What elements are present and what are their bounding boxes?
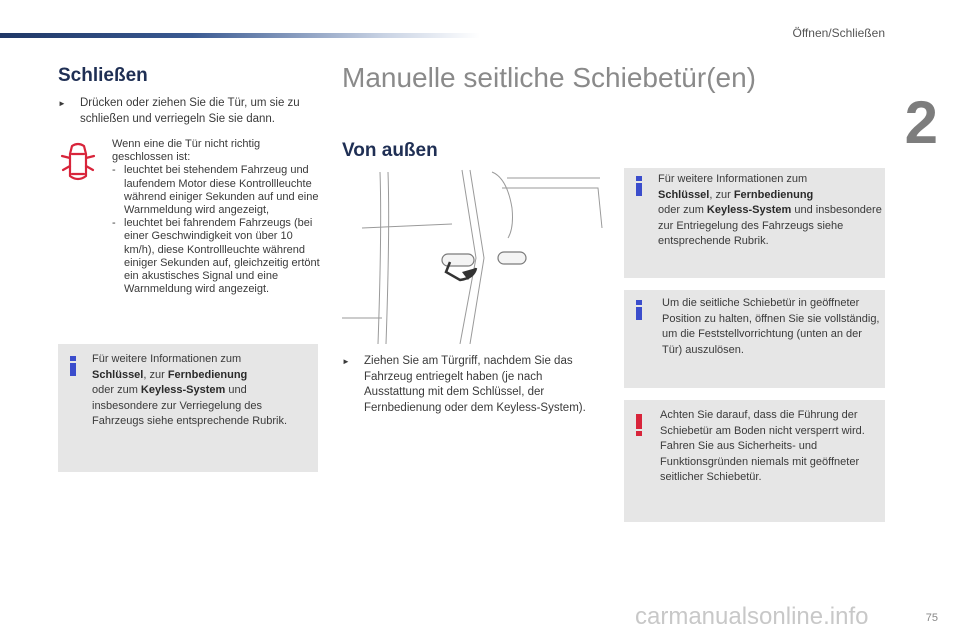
chapter-number: 2 (904, 89, 938, 156)
info-box-right-1-text: Für weitere Informationen zum Schlüssel, zur Fernbedienung oder zum Keyless-System und insbesondere zur Entriegelung des Fahrzeugs siehe entsprechende Rubrik. (658, 173, 882, 247)
info-box-right-1 (624, 168, 885, 278)
step-open (342, 354, 604, 416)
step-open-text: Ziehen Sie am Türgriff, nachdem Sie das Fahrzeug entriegelt haben (je nach Ausstattung mit dem Schlüssel, der Fernbedienung oder dem Keyless-System). (364, 355, 586, 414)
door-open-warning-icon (58, 140, 98, 186)
warning-text (112, 138, 322, 296)
info-box-right-2 (624, 290, 885, 388)
info-icon (636, 300, 642, 320)
step-arrow-icon: ► (58, 99, 66, 108)
door-handle-illustration (342, 168, 604, 344)
heading-schliessen: Schließen (58, 65, 148, 86)
step-arrow-icon: ► (342, 357, 350, 366)
header-bar (0, 33, 480, 38)
warning-box-right (624, 400, 885, 522)
warning-intro: Wenn eine die Tür nicht richtig geschlossen ist: (112, 138, 261, 164)
warning-item: - leuchtet bei stehendem Fahrzeug und laufendem Motor diese Kontrollleuchte während einiger Sekunden auf und eine Warnmeldung wird angezeigt, (112, 164, 319, 217)
info-box-left (58, 344, 318, 472)
watermark: carmanualsonline.info (635, 603, 869, 630)
warning-item: - leuchtet bei fahrendem Fahrzeugs (bei einer Geschwindigkeit von über 10 km/h), diese Kontrollleuchte während einiger Sekunden auf, gleichzeitig ertönt ein akustisches Signal und eine Warnmeldung wird angezeigt. (112, 217, 320, 296)
page-title: Manuelle seitliche Schiebetür(en) (342, 62, 756, 93)
info-icon (70, 356, 76, 376)
step-close-text: Drücken oder ziehen Sie die Tür, um sie zu schließen und verriegeln Sie sie dann. (80, 97, 300, 125)
step-close (58, 96, 320, 127)
info-box-left-text: Für weitere Informationen zum Schlüssel, zur Fernbedienung oder zum Keyless-System und insbesondere zur Verriegelung des Fahrzeugs siehe entsprechende Rubrik. (92, 353, 288, 427)
info-box-right-2-text: Um die seitliche Schiebetür in geöffneter Position zu halten, öffnen Sie sie vollständig, um die Feststellvorrichtung (unten an der Tür) auszulösen. (662, 297, 880, 356)
heading-von-aussen: Von außen (342, 140, 438, 161)
warning-icon (636, 414, 642, 436)
page-number: 75 (925, 612, 938, 624)
info-icon (636, 176, 642, 196)
section-title: Öffnen/Schließen (792, 26, 885, 40)
warning-box-right-text: Achten Sie darauf, dass die Führung der Schiebetür am Boden nicht versperrt wird. Fahren Sie aus Sicherheits- und Funktionsgründen niemals mit geöffneter seitlicher Schiebetür. (660, 409, 865, 483)
